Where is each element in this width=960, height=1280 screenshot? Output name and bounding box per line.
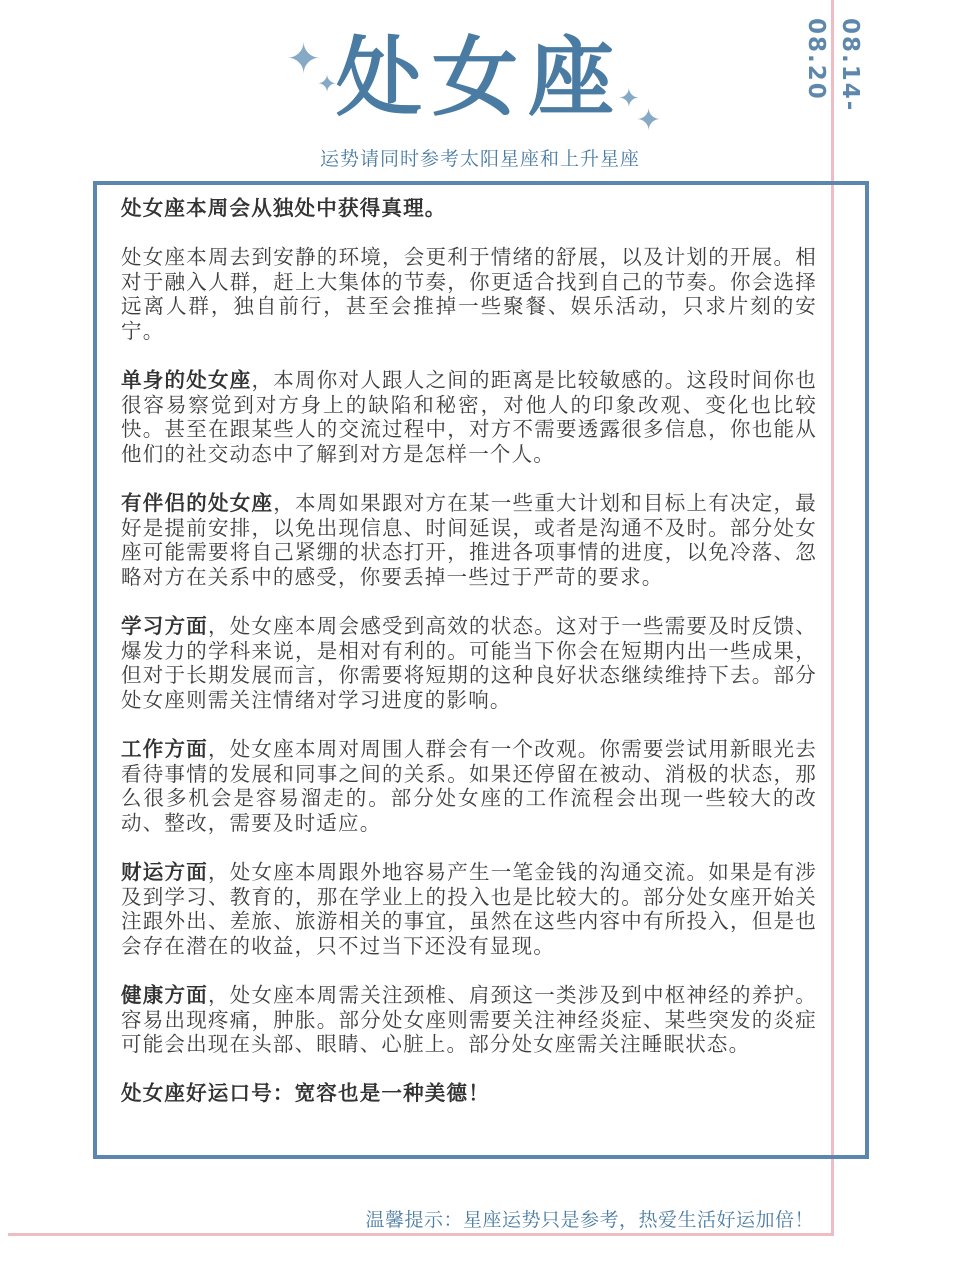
section-text: ，处女座本周对周围人群会有一个改观。你需要尝试用新眼光去看待事情的发展和同事之间的关系。如果还停留在被动、消极的状态，那么很多机会是容易溜走的。部分处女座的工作流程会出现一些较大的改动、整改，需要及时适应。 bbox=[121, 737, 817, 835]
pink-horizontal-line bbox=[8, 1233, 834, 1236]
sparkle-icon: ✦ bbox=[317, 70, 338, 98]
section-health bbox=[121, 983, 817, 1057]
section-text: ，处女座本周会感受到高效的状态。这对于一些需要及时反馈、爆发力的学科来说，是相对有利的。可能当下你会在短期内出一些成果，但对于长期发展而言，你需要将短期的这种良好状态继续维持下去。部分处女座则需关注情绪对学习进度的影响。 bbox=[121, 614, 817, 712]
section-label: 单身的处女座 bbox=[121, 368, 252, 393]
horoscope-content bbox=[121, 196, 817, 1131]
section-single bbox=[121, 368, 817, 466]
date-range: 08.14-08.20 bbox=[803, 18, 863, 113]
lucky-slogan: 处女座好运口号：宽容也是一种美德！ bbox=[121, 1081, 490, 1106]
section-label: 有伴侣的处女座 bbox=[121, 491, 274, 516]
section-label: 学习方面 bbox=[121, 614, 209, 639]
section-text: ，处女座本周需关注颈椎、肩颈这一类涉及到中枢神经的养护。容易出现疼痛，肿胀。部分处女座则需要关注神经炎症、某些突发的炎症可能会出现在头部、眼睛、心脏上。部分处女座需关注睡眠状态。 bbox=[121, 983, 817, 1057]
page-title: 处女座 bbox=[336, 28, 624, 128]
intro-heading: 处女座本周会从独处中获得真理。 bbox=[121, 196, 447, 220]
footer-tip: 温馨提示：星座运势只是参考，热爱生活好运加倍！ bbox=[365, 1209, 814, 1231]
section-work bbox=[121, 737, 817, 835]
section-partnered bbox=[121, 491, 817, 589]
section-label: 健康方面 bbox=[121, 983, 209, 1007]
section-text: ，本周你对人跟人之间的距离是比较敏感的。这段时间你也很容易察觉到对方身上的缺陷和秘密，对他人的印象改观、变化也比较快。甚至在跟某些人的交流过程中，对方不需要透露很多信息，你也能从他们的社交动态中了解到对方是怎样一个人。 bbox=[121, 368, 817, 466]
section-text: ，本周如果跟对方在某一些重大计划和目标上有决定，最好是提前安排，以免出现信息、时间延误，或者是沟通不及时。部分处女座可能需要将自己紧绷的状态打开，推进各项事情的进度，以免冷落、忽略对方在关系中的感受，你要丢掉一些过于严苛的要求。 bbox=[121, 491, 817, 589]
intro-paragraph: 处女座本周去到安静的环境，会更利于情绪的舒展，以及计划的开展。相对于融入人群，赶上大集体的节奏，你更适合找到自己的节奏。你会选择远离人群，独自前行，甚至会推掉一些聚餐、娱乐活动，只求片刻的安宁。 bbox=[121, 245, 817, 343]
section-label: 财运方面 bbox=[121, 860, 209, 885]
sparkle-icon: ✦ bbox=[618, 84, 640, 114]
section-label: 工作方面 bbox=[121, 737, 209, 762]
section-text: ，处女座本周跟外地容易产生一笔金钱的沟通交流。如果是有涉及到学习、教育的，那在学业上的投入也是比较大的。部分处女座开始关注跟外出、差旅、旅游相关的事宜，虽然在这些内容中有所投入，但是也会存在潜在的收益，只不过当下还没有显现。 bbox=[121, 860, 817, 958]
sparkle-icon: ✦ bbox=[286, 34, 322, 83]
section-study bbox=[121, 614, 817, 712]
page-subtitle: 运势请同时参考太阳星座和上升星座 bbox=[319, 148, 640, 170]
section-wealth bbox=[121, 860, 817, 958]
sparkle-icon: ✦ bbox=[636, 103, 662, 138]
